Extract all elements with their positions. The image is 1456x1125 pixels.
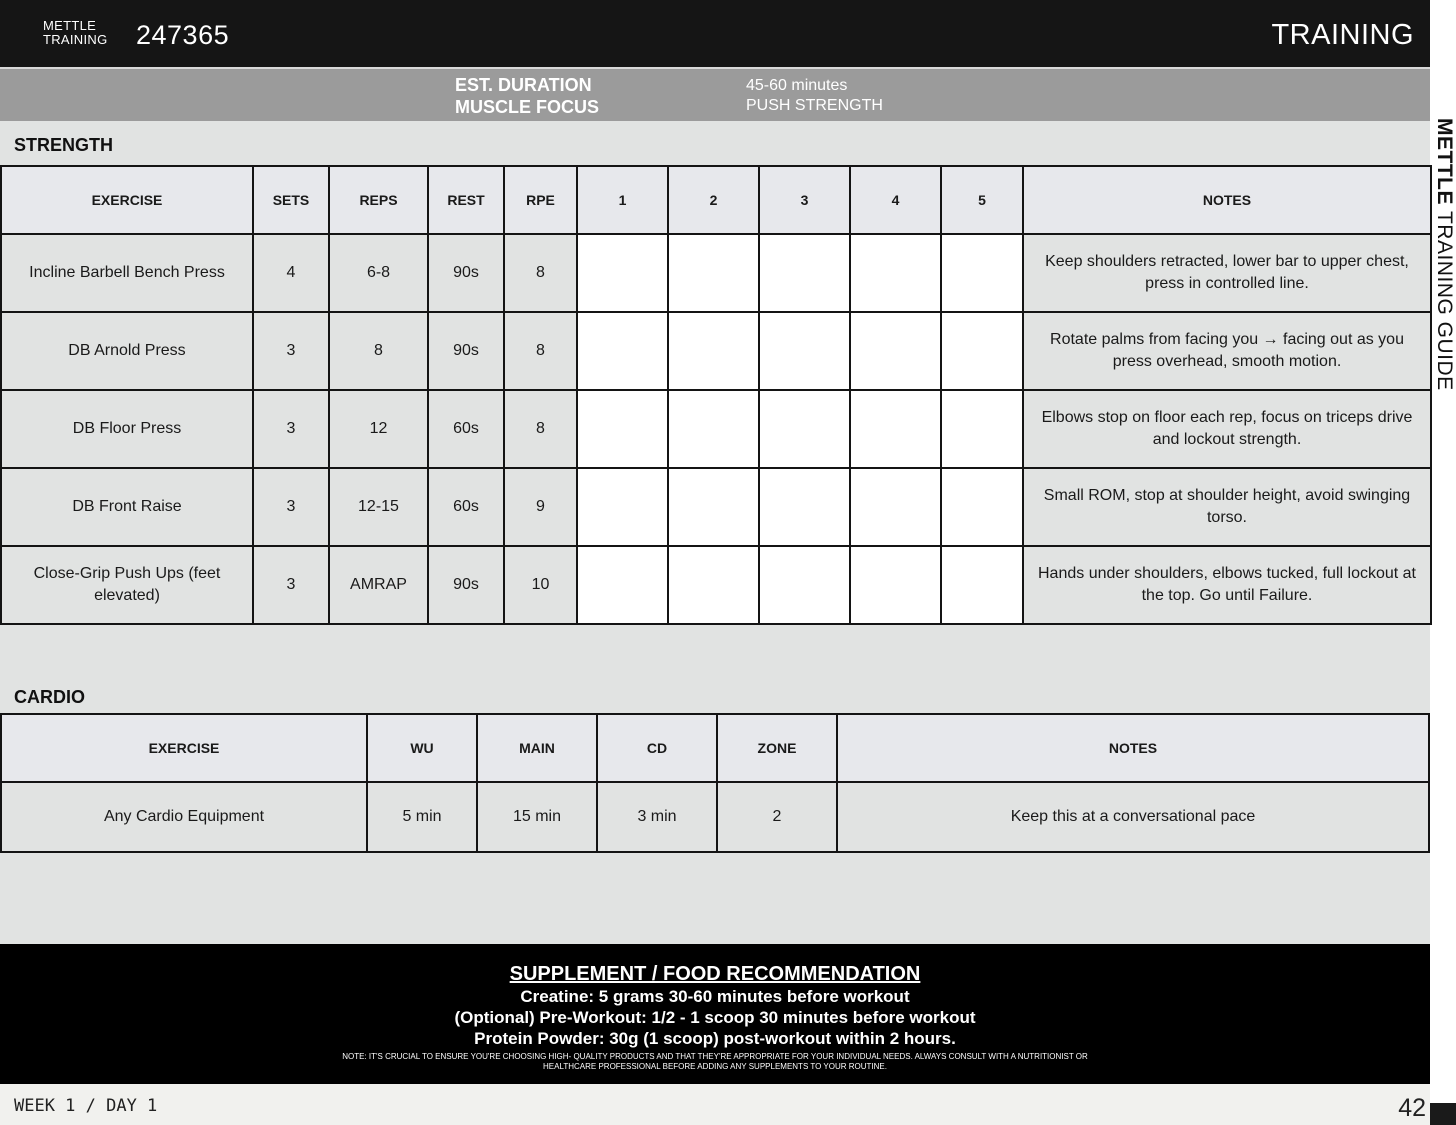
set-2-log-cell[interactable]	[668, 468, 759, 546]
section-heading: TRAINING	[1271, 19, 1414, 51]
brand-line-1: METTLE	[43, 18, 97, 33]
reps-value: 12	[329, 390, 428, 468]
info-values	[746, 76, 883, 116]
corner-marker	[1430, 1103, 1456, 1125]
table-row	[1, 468, 1431, 546]
col-wu: WU	[367, 714, 477, 782]
col-set-1: 1	[577, 166, 668, 234]
page-footer	[0, 1084, 1430, 1125]
set-5-log-cell[interactable]	[941, 468, 1023, 546]
reps-value: 6-8	[329, 234, 428, 312]
table-row	[1, 782, 1429, 852]
set-1-log-cell[interactable]	[577, 468, 668, 546]
set-4-log-cell[interactable]	[850, 312, 941, 390]
session-info-bar	[0, 69, 1430, 121]
brand-logo	[43, 19, 108, 47]
set-1-log-cell[interactable]	[577, 234, 668, 312]
col-notes: NOTES	[1023, 166, 1431, 234]
exercise-name: DB Arnold Press	[1, 312, 253, 390]
set-3-log-cell[interactable]	[759, 312, 850, 390]
focus-label: MUSCLE FOCUS	[455, 97, 599, 117]
table-row	[1, 546, 1431, 624]
supplement-title: SUPPLEMENT / FOOD RECOMMENDATION	[509, 963, 921, 985]
col-sets: SETS	[253, 166, 329, 234]
col-rpe: RPE	[504, 166, 577, 234]
col-set-2: 2	[668, 166, 759, 234]
set-4-log-cell[interactable]	[850, 234, 941, 312]
set-5-log-cell[interactable]	[941, 390, 1023, 468]
rest-value: 60s	[428, 390, 504, 468]
sets-value: 4	[253, 234, 329, 312]
col-notes: NOTES	[837, 714, 1429, 782]
cardio-title: CARDIO	[14, 687, 85, 707]
strength-table	[0, 165, 1432, 625]
warmup-value: 5 min	[367, 782, 477, 852]
info-labels	[455, 74, 599, 118]
set-1-log-cell[interactable]	[577, 390, 668, 468]
side-title-rest: TRAINING GUIDE	[1433, 205, 1456, 391]
set-4-log-cell[interactable]	[850, 390, 941, 468]
week-day-label: WEEK 1 / DAY 1	[14, 1096, 158, 1116]
col-set-5: 5	[941, 166, 1023, 234]
sets-value: 3	[253, 312, 329, 390]
main-value: 15 min	[477, 782, 597, 852]
supplement-line-preworkout: (Optional) Pre-Workout: 1/2 - 1 scoop 30 minutes before workout	[454, 1008, 976, 1027]
col-set-4: 4	[850, 166, 941, 234]
rpe-value: 10	[504, 546, 577, 624]
strength-header-row	[1, 166, 1431, 234]
rpe-value: 8	[504, 390, 577, 468]
table-row	[1, 390, 1431, 468]
set-5-log-cell[interactable]	[941, 234, 1023, 312]
reps-value: 8	[329, 312, 428, 390]
set-3-log-cell[interactable]	[759, 390, 850, 468]
cardio-notes: Keep this at a conversational pace	[837, 782, 1429, 852]
side-title-bold: METTLE	[1433, 118, 1456, 205]
supplement-panel	[0, 944, 1430, 1084]
table-row	[1, 234, 1431, 312]
col-exercise: EXERCISE	[1, 714, 367, 782]
col-zone: ZONE	[717, 714, 837, 782]
cardio-exercise-name: Any Cardio Equipment	[1, 782, 367, 852]
rpe-value: 8	[504, 312, 577, 390]
set-5-log-cell[interactable]	[941, 546, 1023, 624]
page-number: 42	[1398, 1094, 1426, 1122]
side-title	[1432, 118, 1456, 391]
set-5-log-cell[interactable]	[941, 312, 1023, 390]
set-2-log-cell[interactable]	[668, 312, 759, 390]
set-3-log-cell[interactable]	[759, 468, 850, 546]
supplement-line-protein: Protein Powder: 30g (1 scoop) post-workout within 2 hours.	[474, 1029, 956, 1048]
exercise-notes: Elbows stop on floor each rep, focus on triceps drive and lockout strength.	[1023, 390, 1431, 468]
sets-value: 3	[253, 468, 329, 546]
exercise-name: DB Front Raise	[1, 468, 253, 546]
set-1-log-cell[interactable]	[577, 312, 668, 390]
sets-value: 3	[253, 546, 329, 624]
set-4-log-cell[interactable]	[850, 546, 941, 624]
duration-value: 45-60 minutes	[746, 77, 848, 94]
set-1-log-cell[interactable]	[577, 546, 668, 624]
col-rest: REST	[428, 166, 504, 234]
cooldown-value: 3 min	[597, 782, 717, 852]
col-set-3: 3	[759, 166, 850, 234]
exercise-name: Close-Grip Push Ups (feet elevated)	[1, 546, 253, 624]
set-3-log-cell[interactable]	[759, 234, 850, 312]
document-id: 247365	[136, 20, 230, 50]
sets-value: 3	[253, 390, 329, 468]
set-2-log-cell[interactable]	[668, 390, 759, 468]
focus-value: PUSH STRENGTH	[746, 97, 883, 114]
supplement-disclaimer: NOTE: IT'S CRUCIAL TO ENSURE YOU'RE CHOOSING HIGH- QUALITY PRODUCTS AND THAT THEY'RE APPROPRIATE FOR YOUR INDIVIDUAL NEEDS. ALWAYS CONSULT WITH A NUTRITIONIST OR HEALTHCARE PROFESSIONAL BEFORE ADDING ANY SUPPLEMENTS TO YOUR ROUTINE.	[342, 1052, 1088, 1071]
reps-value: 12-15	[329, 468, 428, 546]
set-3-log-cell[interactable]	[759, 546, 850, 624]
duration-label: EST. DURATION	[455, 75, 592, 95]
cardio-table	[0, 713, 1430, 853]
exercise-name: Incline Barbell Bench Press	[1, 234, 253, 312]
supplement-line-creatine: Creatine: 5 grams 30-60 minutes before workout	[520, 987, 910, 1006]
set-2-log-cell[interactable]	[668, 546, 759, 624]
table-row	[1, 312, 1431, 390]
cardio-header-row	[1, 714, 1429, 782]
zone-value: 2	[717, 782, 837, 852]
exercise-notes: Small ROM, stop at shoulder height, avoid swinging torso.	[1023, 468, 1431, 546]
col-reps: REPS	[329, 166, 428, 234]
exercise-notes: Hands under shoulders, elbows tucked, full lockout at the top. Go until Failure.	[1023, 546, 1431, 624]
rest-value: 90s	[428, 312, 504, 390]
reps-value: AMRAP	[329, 546, 428, 624]
rest-value: 60s	[428, 468, 504, 546]
rpe-value: 8	[504, 234, 577, 312]
exercise-notes: Rotate palms from facing you → facing out as you press overhead, smooth motion.	[1023, 312, 1431, 390]
col-main: MAIN	[477, 714, 597, 782]
set-2-log-cell[interactable]	[668, 234, 759, 312]
rest-value: 90s	[428, 546, 504, 624]
col-cd: CD	[597, 714, 717, 782]
rpe-value: 9	[504, 468, 577, 546]
set-4-log-cell[interactable]	[850, 468, 941, 546]
strength-title: STRENGTH	[14, 135, 113, 155]
page-header	[0, 0, 1430, 67]
exercise-notes: Keep shoulders retracted, lower bar to upper chest, press in controlled line.	[1023, 234, 1431, 312]
col-exercise: EXERCISE	[1, 166, 253, 234]
brand-line-2: TRAINING	[43, 32, 108, 47]
rest-value: 90s	[428, 234, 504, 312]
exercise-name: DB Floor Press	[1, 390, 253, 468]
